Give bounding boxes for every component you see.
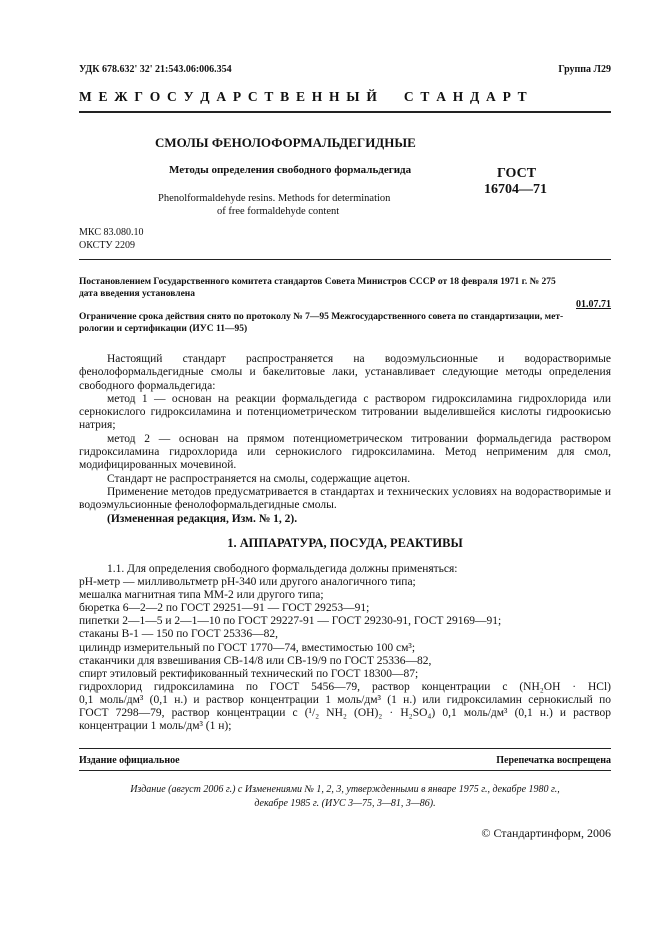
section-1-heading: 1. АППАРАТУРА, ПОСУДА, РЕАКТИВЫ <box>227 536 463 550</box>
official-edition-label: Издание официальное <box>79 755 180 766</box>
intro-paragraph-method-1: метод 1 — основан на реакции формальдегида с раствором гидроксиламина гидрохлорида или сернокислого гидроксиламина и потенциометрическом титровании выделившейся кислоты гидроокисью натрия; <box>79 392 611 432</box>
list-item: стаканы В-1 — 150 по ГОСТ 25336—82, <box>79 628 279 641</box>
footer-rule <box>79 748 611 749</box>
mks-code: МКС 83.080.10 <box>79 227 144 238</box>
english-title-line-2: of free formaldehyde content <box>217 206 340 217</box>
document-title: СМОЛЫ ФЕНОЛОФОРМАЛЬДЕГИДНЫЕ <box>155 135 416 150</box>
edition-note-line-2: декабре 1985 г. (ИУС 3—75, 3—81, 3—86). <box>254 798 436 809</box>
list-item: цилиндр измерительный по ГОСТ 1770—74, вместимостью 100 см³; <box>79 641 416 654</box>
decree-line-1: Постановлением Государственного комитета стандартов Совета Министров СССР от 18 февраля 1971 г. № 275 <box>79 277 556 287</box>
list-item: 1.1. Для определения свободного формальдегида должны применяться: <box>107 563 458 575</box>
decree-line-4: рологии и сертификации (ИУС 11—95) <box>79 324 248 334</box>
okstu-code: ОКСТУ 2209 <box>79 240 136 251</box>
gost-number: 16704—71 <box>484 182 547 197</box>
interstate-standard-banner: М Е Ж Г О С У Д А Р С Т В Е Н Н Ы Й С Т А Н Д А Р Т <box>79 89 529 104</box>
intro-paragraph-application: Применение методов предусматривается в стандартах и технических условиях на водорастворимые и водоэмульсионные фенолоформальдегидные смолы. <box>79 485 611 512</box>
intro-amendment-note: (Измененная редакция, Изм. № 1, 2). <box>107 512 298 525</box>
reagent-line: ГОСТ 7298—79, раствор концентрации c (¹/₂ NH₂ (OH)₂ · H₂SO₄) 0,1 моль/дм³ (0,1 н.) и раствор <box>79 707 611 720</box>
reagent-line: 0,1 моль/дм³ (0,1 н.) и раствор концентрации 1 моль/дм³ (1 н.) или гидроксиламин сернокислый по <box>79 693 611 706</box>
list-item: мешалка магнитная типа ММ-2 или другого типа; <box>79 589 324 602</box>
english-title-line-1: Phenolformaldehyde resins. Methods for determination <box>158 193 391 204</box>
intro-paragraph-exclusion: Стандарт не распространяется на смолы, содержащие ацетон. <box>107 472 411 485</box>
list-item: pH-метр — милливольтметр pH-340 или другого аналогичного типа; <box>79 576 416 589</box>
group-code: Группа Л29 <box>558 64 611 75</box>
list-item: спирт этиловый ректификованный технический по ГОСТ 18300—87; <box>79 667 419 680</box>
reagent-line: концентрации 1 моль/дм³ (1 н); <box>79 720 232 733</box>
udk-code: УДК 678.632' 32' 21:543.06:006.354 <box>79 64 232 75</box>
decree-line-3: Ограничение срока действия снято по протоколу № 7—95 Межгосударственного совета по стандартизации, мет- <box>79 312 564 322</box>
decree-line-2: дата введения установлена <box>79 289 196 299</box>
reprint-prohibited-label: Перепечатка воспрещена <box>496 755 611 766</box>
copyright-notice: © Стандартинформ, 2006 <box>481 826 611 840</box>
intro-paragraph-scope: Настоящий стандарт распространяется на водоэмульсионные и водорастворимые фенолоформальдегидные смолы и бакелитовые лаки, устанавливает следующие методы определения свободного формальдегида: <box>79 353 611 392</box>
list-item: пипетки 2—1—5 и 2—1—10 по ГОСТ 29227-91 — ГОСТ 29230-91, ГОСТ 29169—91; <box>79 615 502 628</box>
list-item: бюретка 6—2—2 по ГОСТ 29251—91 — ГОСТ 29253—91; <box>79 602 370 615</box>
header-rule <box>79 111 611 113</box>
edition-note-line-1: Издание (август 2006 г.) с Изменениями № 1, 2, 3, утвержденными в январе 1975 г., декабре 1980 г., <box>130 784 560 795</box>
introduction-date: 01.07.71 <box>576 299 611 310</box>
list-item: стаканчики для взвешивания СВ-14/8 или СВ-19/9 по ГОСТ 25336—82, <box>79 654 432 667</box>
reagent-line: гидрохлорид гидроксиламина по ГОСТ 5456—79, раствор концентрации c (NH₂OH · HCl) <box>79 680 611 693</box>
footer-thin-rule <box>79 770 611 771</box>
gost-label: ГОСТ <box>497 166 537 181</box>
intro-paragraph-method-2: метод 2 — основан на прямом потенциометрическом титровании формальдегида раствором гидроксиламина гидрохлорида или сернокислого гидроксиламина. Метод неприменим для смол, модифицированных мочевиной. <box>79 432 611 472</box>
document-subtitle: Методы определения свободного формальдегида <box>169 164 412 176</box>
classification-rule <box>79 259 611 260</box>
introduction-text <box>79 353 611 526</box>
equipment-list <box>79 563 611 733</box>
